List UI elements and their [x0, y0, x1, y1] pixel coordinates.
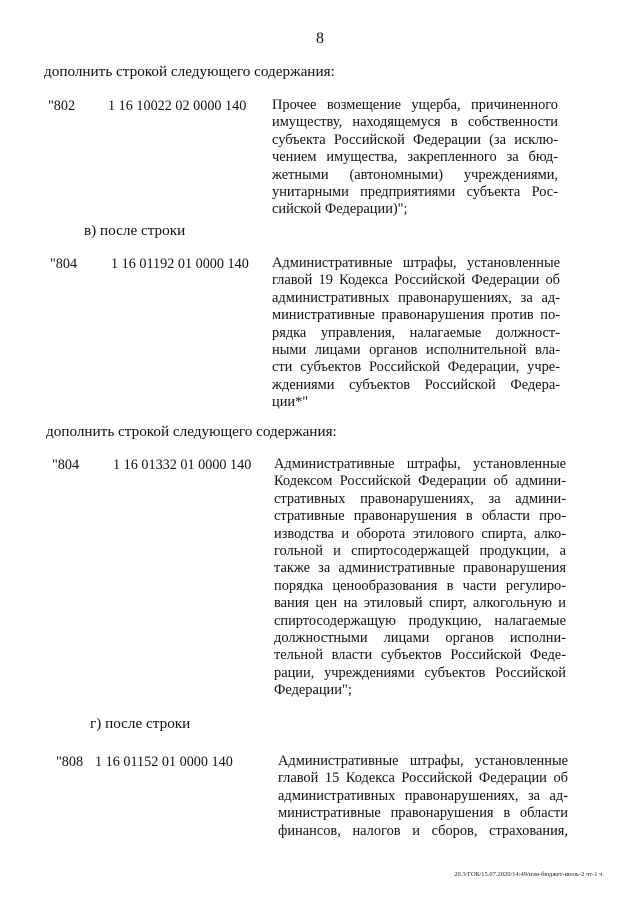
description-line: также за административные правонарушения — [274, 560, 566, 577]
description-line: стративные правонарушения в области про- — [274, 508, 566, 525]
block-1-admin-code: "802 — [48, 98, 76, 114]
description-line: Кодексом Российской Федерации об админи- — [274, 473, 566, 490]
block-3-intro: дополнить строкой следующего содержания: — [46, 423, 337, 440]
block-1-intro: дополнить строкой следующего содержания: — [44, 63, 335, 80]
page-number: 8 — [316, 30, 324, 47]
description-line: административных правонарушениях, за ад- — [278, 787, 568, 804]
description-line: спиртосодержащую продукцию, налагаемые — [274, 612, 566, 629]
description-line: ными лицами органов исполнительной вла- — [272, 342, 560, 359]
block-3-description — [274, 456, 566, 700]
block-4-intro: г) после строки — [90, 715, 191, 732]
description-line: Прочее возмещение ущерба, причиненного — [272, 97, 558, 113]
description-line: рации, учреждениями субъектов Российской — [274, 664, 566, 681]
description-line: Административные штрафы, установленные — [274, 456, 566, 472]
block-4-admin-code: "808 — [56, 754, 84, 770]
description-line: чением имущества, закрепленного за бюд- — [272, 149, 558, 166]
block-3-kbk: 1 16 01332 01 0000 140 — [113, 457, 252, 473]
description-line: министративные правонарушения в области — [278, 805, 568, 822]
block-2-intro: в) после строки — [84, 222, 186, 239]
description-line: административных правонарушениях, за ад- — [272, 289, 560, 306]
description-line: должностными лицами органов исполни- — [274, 630, 566, 647]
description-line: ждениями субъектов Российской Федера- — [272, 376, 560, 393]
block-1-description — [272, 97, 558, 219]
description-line: Административные штрафы, установленные — [278, 753, 568, 769]
description-line: Федерации"; — [274, 682, 352, 699]
block-2-description — [272, 255, 560, 412]
description-line: тельной власти субъектов Российской Феде- — [274, 647, 566, 664]
description-line: ции*" — [272, 394, 309, 411]
description-line: имуществу, находящемуся в собственности — [272, 114, 558, 131]
block-4-kbk: 1 16 01152 01 0000 140 — [95, 754, 233, 770]
description-line: министративные правонарушения против по- — [272, 307, 560, 324]
description-line: стративных правонарушениях, за админи- — [274, 490, 566, 507]
description-line: вания цен на этиловый спирт, алкогольную и — [274, 595, 566, 612]
description-line: сийской Федерации)"; — [272, 201, 408, 218]
description-line: гольной и спиртосодержащей продукции, а — [274, 543, 566, 560]
description-line: субъекта Российской Федерации (за исклю- — [272, 131, 558, 148]
description-line: главой 15 Кодекса Российской Федерации об — [278, 770, 568, 787]
description-line: порядка ценообразования в части регулиро- — [274, 577, 566, 594]
description-line: финансов, налогов и сборов, страхования, — [278, 822, 568, 839]
block-2-kbk: 1 16 01192 01 0000 140 — [111, 256, 249, 272]
description-line: главой 19 Кодекса Российской Федерации об — [272, 272, 560, 289]
block-2-admin-code: "804 — [50, 256, 78, 272]
description-line: изводства и оборота этилового спирта, алко- — [274, 525, 566, 542]
footer-document-id: 20.3/ГОБ/15.07.2020/14:49/изм-бюджет-июль-2 чт-1 ч. — [454, 871, 604, 878]
description-line: сти субъектов Российской Федерации, учре- — [272, 359, 560, 376]
block-4-description — [278, 753, 568, 840]
description-line: Административные штрафы, установленные — [272, 255, 560, 271]
block-1-kbk: 1 16 10022 02 0000 140 — [108, 98, 247, 114]
description-line: унитарными предприятиями субъекта Рос- — [272, 184, 558, 201]
description-line: рядка управления, налагаемые должност- — [272, 324, 560, 341]
block-3-admin-code: "804 — [52, 457, 80, 473]
description-line: жетными (автономными) учреждениями, — [272, 166, 558, 183]
